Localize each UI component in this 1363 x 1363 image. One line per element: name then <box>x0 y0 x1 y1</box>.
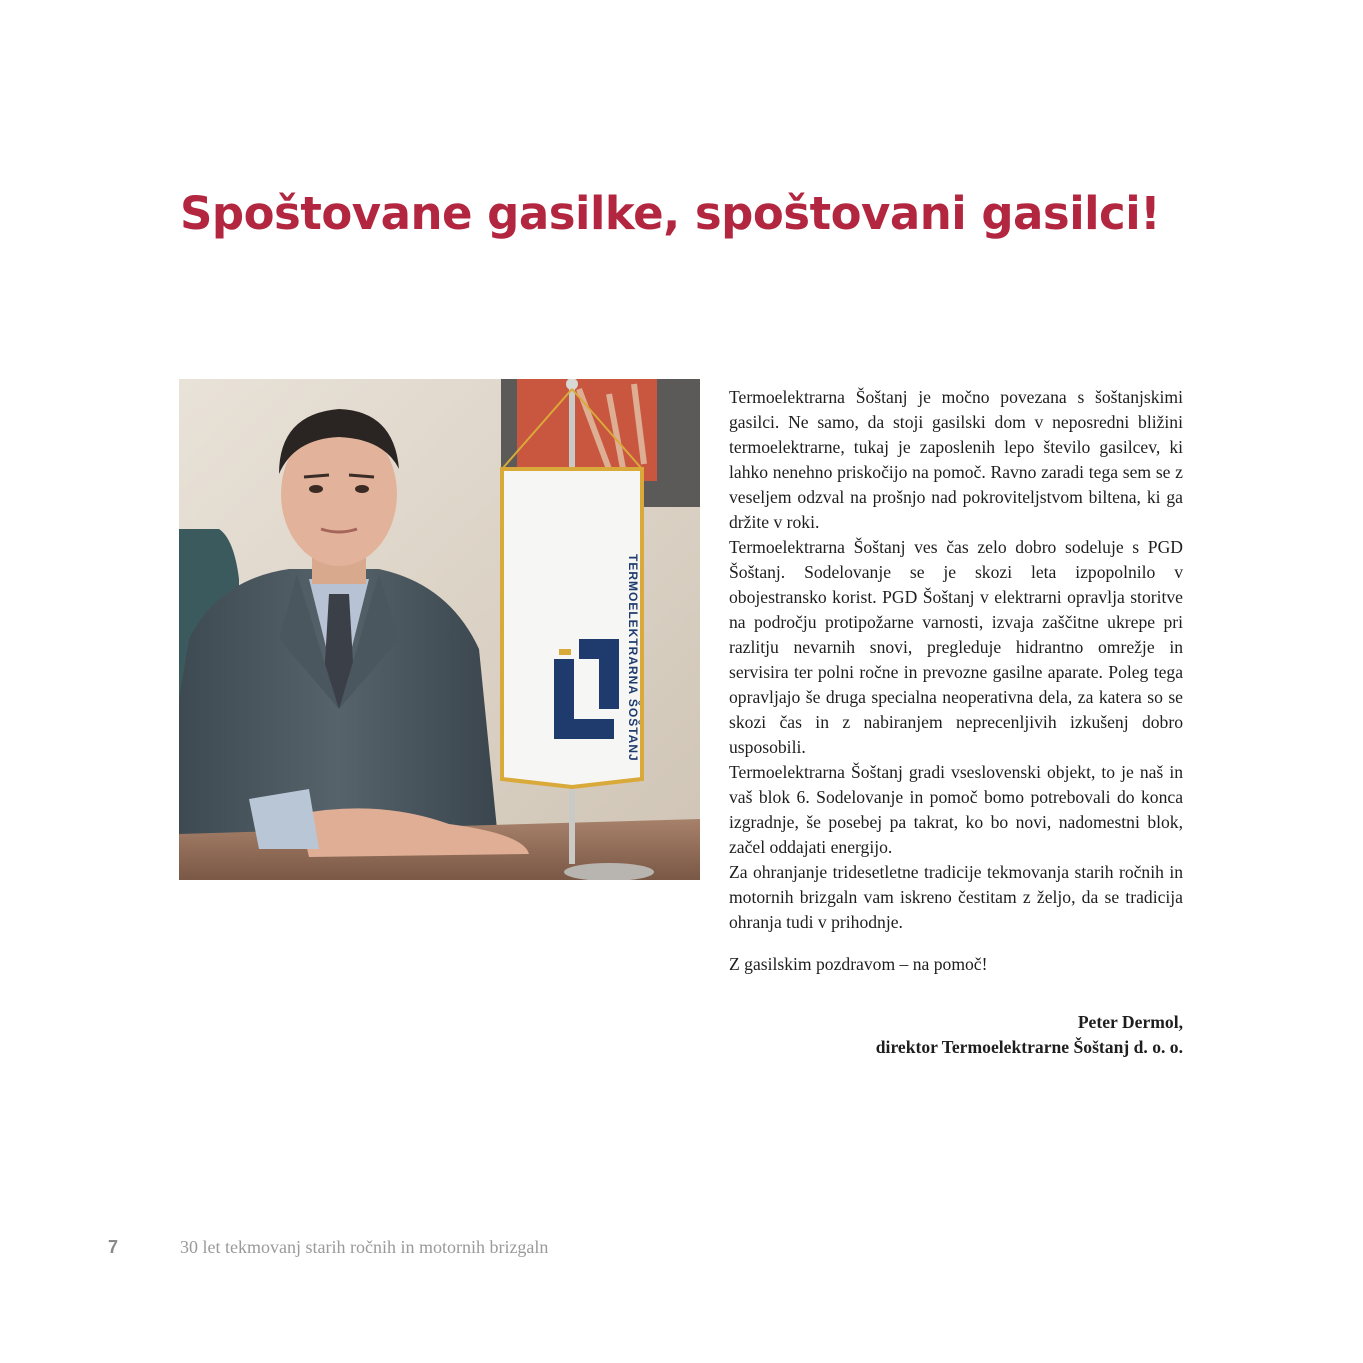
page-number: 7 <box>108 1237 119 1257</box>
director-photo <box>179 379 700 880</box>
signature-name: Peter Dermol, <box>1077 1012 1183 1032</box>
flag-text: TERMOELEKTRARNA ŠOŠTANJ <box>626 554 640 762</box>
page-headline: Spoštovane gasilke, spoštovani gasilci! <box>180 187 1161 240</box>
body-paragraph-3: Termoelektrarna Šoštanj gradi vseslovenski objekt, to je naš in vaš blok 6. Sodelovanje in pomoč bomo potrebovali do konca izgradnje, še posebej pa takrat, ko bo novi, nadomestni blok, začel oddajati energijo. <box>729 762 1183 857</box>
footer-title: 30 let tekmovanj starih ročnih in motornih brizgaln <box>180 1237 549 1257</box>
letter-body <box>729 385 1183 977</box>
body-paragraph-4: Za ohranjanje tridesetletne tradicije tekmovanja starih ročnih in motornih brizgaln vam iskreno čestitam z željo, da se tradicija ohranja tudi v prihodnje. <box>729 862 1183 932</box>
body-paragraph-1: Termoelektrarna Šoštanj je močno povezana s šoštanjskimi gasilci. Ne samo, da stoji gasilski dom v neposredni bližini termoelektrarne, tukaj je zaposlenih lepo število gasilcev, ki lahko nenehno priskočijo na pomoč. Ravno zaradi tega sem se z veseljem odzval na prošnjo nad pokroviteljstvom biltena, ki ga držite v roki. <box>729 387 1183 532</box>
signature <box>729 1010 1183 1060</box>
signature-role: direktor Termoelektrarne Šoštanj d. o. o. <box>875 1037 1183 1057</box>
greeting: Z gasilskim pozdravom – na pomoč! <box>729 954 988 974</box>
body-paragraph-2: Termoelektrarna Šoštanj ves čas zelo dobro sodeluje s PGD Šoštanj. Sodelovanje se je skozi leta izpopolnilo v obojestransko korist. PGD Šoštanj v elektrarni opravlja storitve na področju protipožarne varnosti, izvaja zaščitne ukrepe pri razlitju nevarnih snovi, pregleduje hidrantno omrežje in servisira ter polni ročne in prevozne gasilne aparate. Poleg tega opravljajo še druga specialna neoperativna dela, za katera so se skozi čas in z nabiranjem neprecenljivih izkušenj dobro usposobili. <box>729 537 1183 757</box>
